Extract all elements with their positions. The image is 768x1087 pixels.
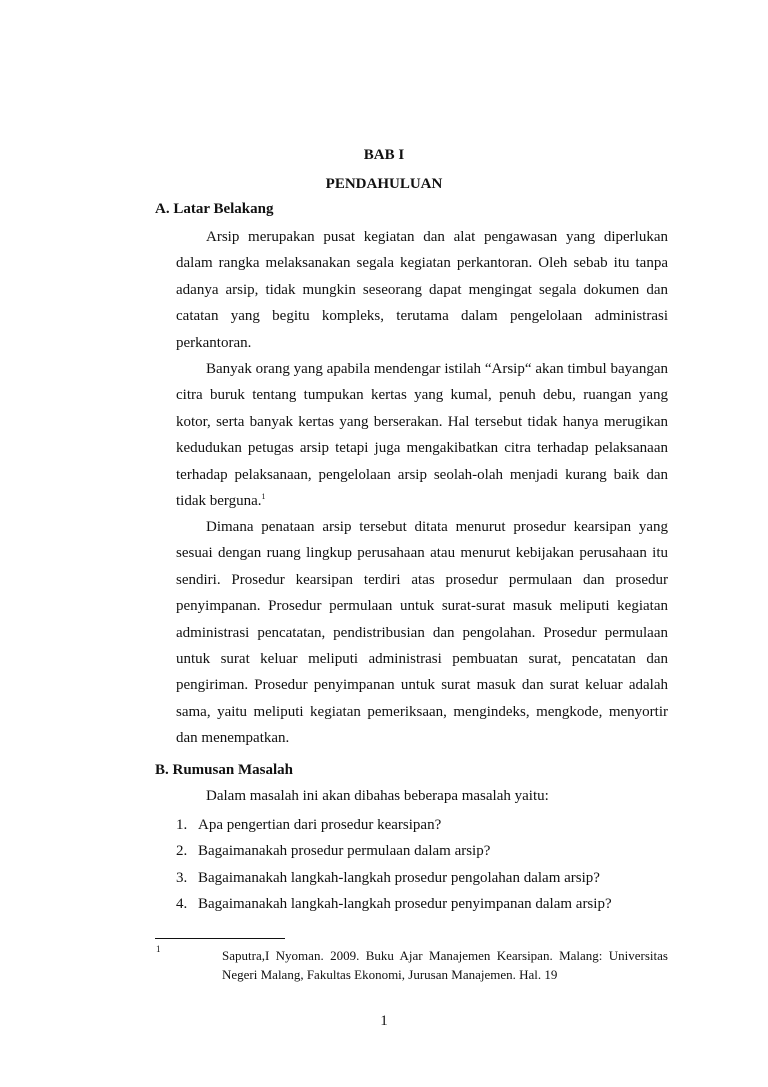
list-item: 4. Bagaimanakah langkah-langkah prosedur penyimpanan dalam arsip? (176, 895, 612, 912)
footnote-number: 1 (156, 944, 161, 954)
list-item: 3. Bagaimanakah langkah-langkah prosedur pengolahan dalam arsip? (176, 869, 600, 886)
paragraph-2-text: Banyak orang yang apabila mendengar istilah “Arsip“ akan timbul bayangan citra buruk tentang tumpukan kertas yang kumal, penuh debu, ruangan yang kotor, serta banyak kertas yang berserakan. Hal tersebut tidak hanya merugikan kedudukan petugas arsip tetapi juga mengakibatkan citra terhadap pelaksanaan terhadap pelaksanaan, pengelolaan arsip seolah-olah menjadi kurang baik dan tidak berguna. (176, 361, 668, 510)
section-b-heading: B. Rumusan Masalah (155, 762, 293, 778)
footnote-divider (155, 938, 285, 939)
chapter-title: PENDAHULUAN (325, 176, 443, 192)
list-item: 1. Apa pengertian dari prosedur kearsipan? (176, 817, 442, 833)
section-a-paragraph-2 (176, 356, 668, 514)
footnote-reference: 1 (261, 492, 266, 502)
paragraph-3-text: Dimana penataan arsip tersebut ditata menurut prosedur kearsipan yang sesuai dengan ruang lingkup perusahaan atau menurut kebijakan perusahaan itu sendiri. Prosedur kearsipan terdiri atas prosedur permulaan dan prosedur penyimpanan. Prosedur permulaan untuk surat-surat masuk meliputi kegiatan administrasi pencatatan, pendistribusian dan pengolahan. Prosedur permulaan untuk surat keluar meliputi administrasi pembuatan surat, pencatatan dan pengiriman. Prosedur penyimpanan untuk surat masuk dan surat keluar adalah sama, yaitu meliputi kegiatan pemeriksaan, mengindeks, mengkode, menyortir dan menempatkan. (176, 519, 668, 747)
page-number: 1 (380, 1013, 388, 1029)
chapter-number: BAB I (363, 147, 405, 163)
section-a-paragraph-3 (176, 514, 668, 752)
section-a-heading: A. Latar Belakang (155, 201, 274, 217)
paragraph-1-text: Arsip merupakan pusat kegiatan dan alat pengawasan yang diperlukan dalam rangka melaksanakan segala kegiatan perkantoran. Oleh sebab itu tanpa adanya arsip, tidak mungkin seseorang dapat mengingat segala dokumen dan catatan yang begitu kompleks, terutama dalam pengelolaan administrasi perkantoran. (176, 229, 668, 351)
section-b-intro: Dalam masalah ini akan dibahas beberapa masalah yaitu: (206, 788, 549, 804)
problem-list (176, 812, 612, 917)
list-item: 2. Bagaimanakah prosedur permulaan dalam arsip? (176, 843, 491, 860)
footnote-text: Saputra,I Nyoman. 2009. Buku Ajar Manajemen Kearsipan. Malang: Universitas Negeri Malang, Fakultas Ekonomi, Jurusan Manajemen. Hal. 19 (222, 948, 668, 982)
section-a-paragraph-1 (176, 224, 668, 356)
